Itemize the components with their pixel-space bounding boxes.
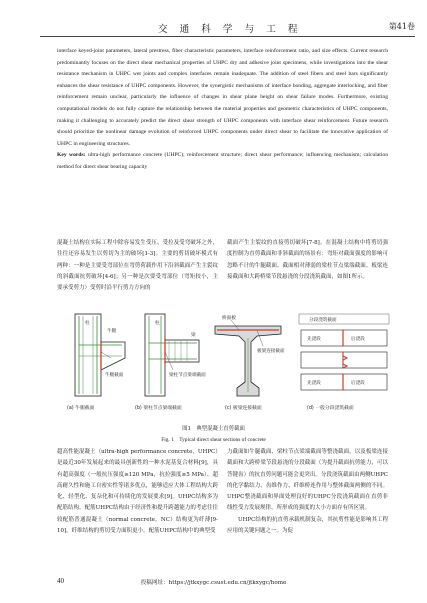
label-column: 柱 [85, 321, 90, 326]
keywords-text: ultra-high performance concrete (UHPC); reinforcement structure; direct shear performance; influencing mechanism; calculation method for direct shear bearing capacity [57, 152, 389, 170]
paragraph-left-bottom: 超高性能混凝土（ultra-high performance concrete，UHPC）是最近30年发展起来的最具创新性的一种水泥基复合材料[9]，具有超高强度（一般抗压强度≥120 MPa，抗拉强度≥5 MPa）、超高耐久性和施工自密实性等诸多优点，能够适应大体工程结构大跨化、轻型化、复杂化和可持续化的发展要求[9]。UHPC结构多为配筋结构。配筋UHPC结构由于经济性和提升跨越能力的考虑往往较配筋普通混凝土（normal concrete，NC）结构更为纤薄[9-10]，纤维结构的剪切受力面积更小。配筋UHPC结构中的典型受 [57, 449, 218, 535]
body-text-top [57, 238, 388, 314]
label-beam: 梁 [191, 333, 196, 338]
label-bridge-deck: 桥面板 [222, 316, 236, 321]
figure-1d-segmental [299, 314, 389, 411]
paragraph-right-top: 截面产生主裂纹的直接剪切破坏[7-8]。在混凝土结构中将剪切强度控制为直剪截面和非斜截面的场景有：弯矩对截面强度的影响可忽略不计的牛腿截面、截面相对薄弱的梁柱节点梁端截面、板梁连接截面和大跨桥梁节段悬浇的分段浇筑截面，如图1所示。 [227, 240, 388, 280]
label-second-pour-1: 后浇段 [351, 337, 365, 342]
english-abstract [57, 46, 388, 174]
label-second-pour-3: 后浇段 [351, 381, 365, 386]
figure-1c-deck-girder [215, 314, 285, 411]
abstract-body: interface keyed-joint parameters, lateral prestress, fiber characteristic parameters, interface reinforcement ratio, and size effects. Current research predominantly focuses on the direct shear mechanical properties of UHPC dry and adhesive joint specimens, while investigations into the shear resistance mechanism in UHPC wet joints and complex interfaces remain inadequate. The addition of steel fibers and steel bars significantly enhances the shear resistance of UHPC components. However, the synergistic mechanisms of interface bonding, aggregate interlocking, and fiber reinforcement remain unclear, particularly the influence of changes in shear plane height on shear failure modes. Furthermore, existing computational models do not fully capture the relationship between the material properties and geometric characteristics of UHPC components, making it challenging to accurately predict the direct shear strength of UHPC components with interface shear reinforcement. Future research should prioritize the nonlinear damage evolution of reinforced UHPC components under direct shear to facilitate the innovative application of UHPC in engineering structures. [57, 48, 388, 147]
subcaption-b: (b) 梁柱节点梁端截面 [135, 406, 182, 411]
submission-url[interactable]: 投稿网址：https://jtkxygc.csust.edu.cn/jtkxygc/home [140, 580, 287, 586]
figure-caption-cn: 图1 典型混凝土直剪截面 [182, 426, 245, 432]
keywords-line [57, 150, 388, 173]
page-number: 40 [57, 577, 64, 585]
subcaption-a: (a) 牛腿截面 [67, 406, 95, 411]
label-deck-beam-section: 板梁连接截面 [257, 349, 285, 354]
paragraph-left-top: 混凝土结构在实际工程中除容易发生受压、受拉及受弯破坏之外，往往还容易发生以剪切为主的破坏[1-3]。主要的剪切破坏模式有两种：一种是主要受弯部位在弯剪荷载作用下沿斜截面产生主裂纹的斜截面抗剪破坏[4-6]；另一种是次要受弯部位（弯矩较小，主要承受剪力）受剪时沿平行剪力方向的 [57, 240, 218, 292]
volume-label: 第41卷 [388, 22, 415, 31]
figure-1b-beam-column [135, 314, 206, 411]
keywords-label: Key words: [57, 152, 86, 159]
figure-1a-corbel [67, 314, 125, 411]
header-rule [40, 36, 415, 37]
label-first-pour-3: 先浇段 [307, 381, 321, 386]
body-text-bottom [57, 447, 388, 572]
journal-name: 交 通 科 学 与 工 程 [158, 24, 302, 35]
label-beam-section: 梁柱节点梁端截面 [169, 373, 206, 378]
label-segment-section: 分段浇筑截面 [309, 318, 337, 323]
page-header [0, 0, 427, 40]
subcaption-c: (c) 板梁连接截面 [225, 406, 262, 411]
subcaption-d: (d) 一般分段浇筑截面 [307, 406, 354, 411]
label-corbel: 牛腿 [107, 329, 117, 334]
label-first-pour-1: 先浇段 [307, 337, 321, 342]
paragraph-right-bottom: 力截面如牛腿截面、梁柱节点梁端截面等整浇截面，以及板梁连接截面和大跨桥梁节段悬浇的分段截面（为提升截面抗剪能力，可以答键齿）的抗直剪问题可能会更突出。分段浇筑截面由两侧UHPC的化学黏结力、齿维作力、纤维桥连作用与整体截面两侧的不同。UHPC整浇截面和界面处理良好的UHPC分段浇筑截面在直剪非线性受力发展规律、所形成的强度的大小方面存有所区别。 UHPC结构的抗直剪承载机制复杂，其抗剪性能是影响其工程应用的关键问题之一。为促 [227, 449, 388, 535]
figure-1 [45, 312, 393, 422]
label-column-b: 柱 [155, 321, 160, 326]
label-corbel-section: 牛腿截面 [105, 373, 124, 378]
figure-caption-en: Fig. 1 Typical direct shear sections of concrete [161, 437, 266, 443]
